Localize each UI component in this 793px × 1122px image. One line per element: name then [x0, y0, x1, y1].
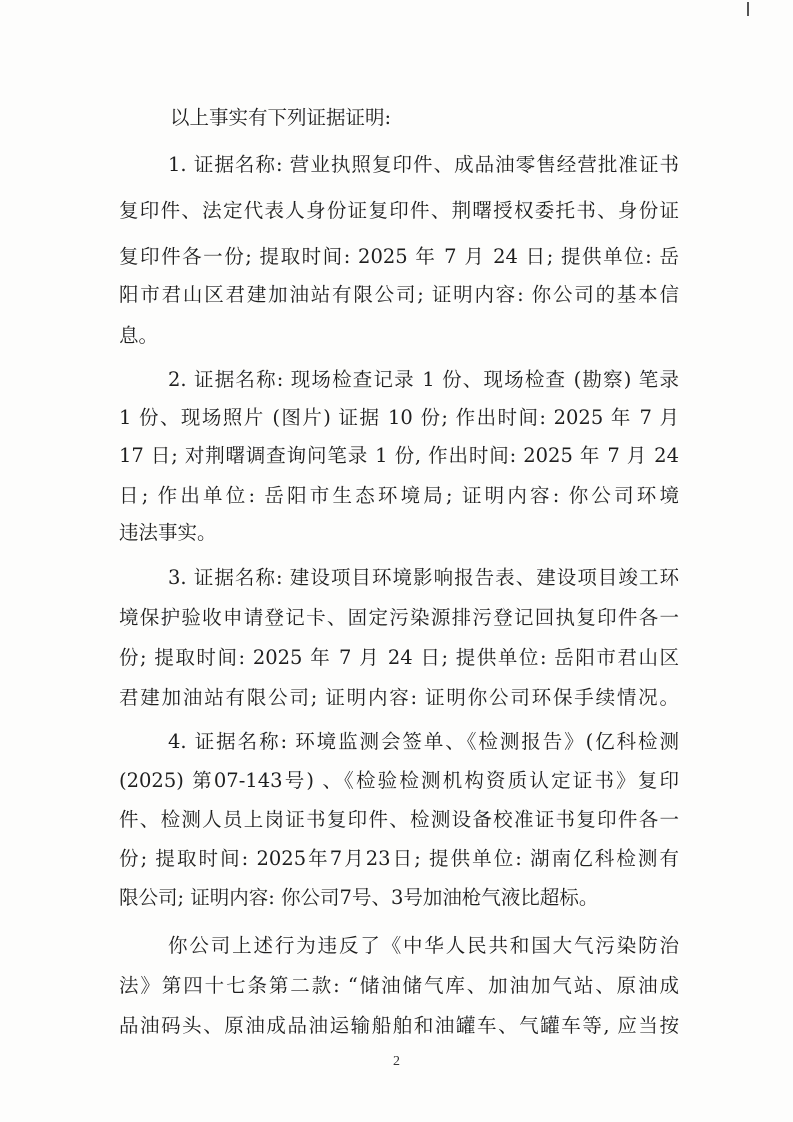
text-line: 复印件、法定代表人身份证复印件、荆曙授权委托书、身份证	[119, 199, 679, 222]
page-number: 2	[393, 1054, 400, 1069]
text-line: 份; 提取时间: 2025年7月23日; 提供单位: 湖南亿科检测有	[119, 847, 679, 870]
text-line: 17 日; 对荆曙调查询问笔录 1 份, 作出时间: 2025 年 7 月 24	[119, 444, 679, 467]
text-line: 件、检测人员上岗证书复印件、检测设备校准证书复印件各一	[119, 808, 679, 831]
text-line: 你公司上述行为违反了《中华人民共和国大气污染防治	[168, 934, 679, 957]
text-line: 品油码头、原油成品油运输船舶和油罐车、气罐车等, 应当按	[119, 1014, 679, 1037]
text-line: 1 份、现场照片 (图片) 证据 10 份; 作出时间: 2025 年 7 月	[119, 406, 679, 429]
text-line: 君建加油站有限公司; 证明内容: 证明你公司环保手续情况。	[119, 686, 679, 709]
text-line: 息。	[119, 324, 159, 347]
scan-edge-mark	[747, 2, 749, 16]
text-line: 复印件各一份; 提取时间: 2025 年 7 月 24 日; 提供单位: 岳	[119, 245, 679, 268]
text-line: (2025) 第07-143号) 、《检验检测机构资质认定证书》复印	[119, 769, 679, 792]
text-line: 2. 证据名称: 现场检查记录 1 份、现场检查 (勘察) 笔录	[168, 368, 679, 391]
text-line: 法》第四十七条第二款: “储油储气库、加油加气站、原油成	[119, 974, 679, 997]
text-line: 1. 证据名称: 营业执照复印件、成品油零售经营批准证书	[168, 153, 679, 176]
text-line: 境保护验收申请登记卡、固定污染源排污登记回执复印件各一	[119, 606, 679, 629]
text-line: 以上事实有下列证据证明:	[170, 106, 392, 129]
text-line: 4. 证据名称: 环境监测会签单、《检测报告》(亿科检测	[168, 730, 679, 753]
text-line: 日; 作出单位: 岳阳市生态环境局; 证明内容: 你公司环境	[119, 484, 679, 507]
text-line: 份; 提取时间: 2025 年 7 月 24 日; 提供单位: 岳阳市君山区	[119, 646, 679, 669]
text-line: 3. 证据名称: 建设项目环境影响报告表、建设项目竣工环	[168, 566, 679, 589]
text-line: 阳市君山区君建加油站有限公司; 证明内容: 你公司的基本信	[119, 283, 679, 306]
text-line: 限公司; 证明内容: 你公司7号、3号加油枪气液比超标。	[119, 886, 599, 909]
text-line: 违法事实。	[119, 521, 217, 544]
